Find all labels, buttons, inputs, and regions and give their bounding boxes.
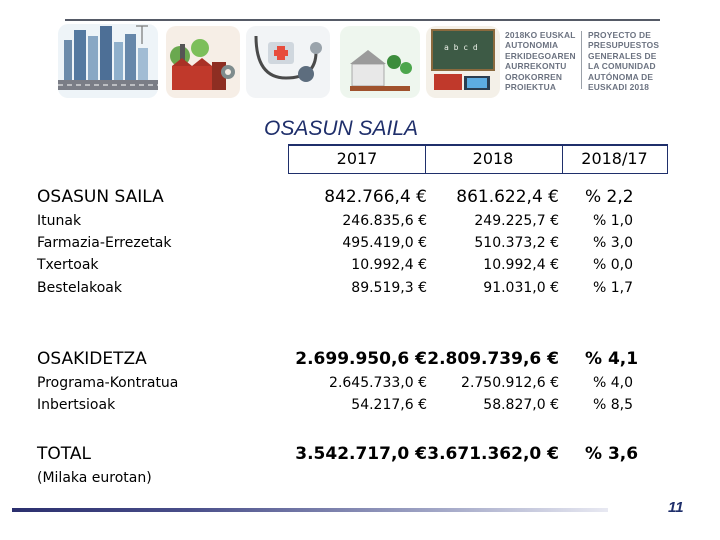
banner-line: AURREKONTU	[505, 61, 567, 72]
value-2018: 91.031,0 €	[483, 280, 559, 296]
value-2018: 861.622,4 €	[456, 187, 559, 207]
value-2018: 249.225,7 €	[474, 213, 559, 229]
value-change: % 1,0	[592, 213, 633, 229]
city-illustration	[58, 24, 158, 98]
banner-line: OROKORREN	[505, 71, 563, 82]
value-2018: 510.373,2 €	[474, 235, 559, 251]
column-header-2018: 2018	[424, 146, 563, 174]
row-label-total: TOTAL	[37, 444, 91, 464]
industry-illustration	[166, 26, 240, 98]
value-2017: 246.835,6 €	[342, 213, 427, 229]
value-2017: 2.699.950,6 €	[295, 349, 427, 369]
health-illustration	[246, 26, 330, 98]
value-2018: 10.992,4 €	[483, 257, 559, 273]
unit-note: (Milaka eurotan)	[37, 470, 152, 486]
value-change: % 3,0	[592, 235, 633, 251]
footer-bar	[12, 508, 608, 512]
row-label-osasun-saila: OSASUN SAILA	[37, 187, 164, 207]
row-label-inbertsioak: Inbertsioak	[37, 397, 116, 413]
value-2017: 89.519,3 €	[351, 280, 427, 296]
banner-text-basque	[505, 30, 576, 92]
chalkboard-illustration	[426, 26, 500, 98]
banner-line: GENERALES DE	[588, 50, 657, 61]
value-2018: 2.809.739,6 €	[427, 349, 559, 369]
column-header-2017: 2017	[288, 146, 426, 174]
page-number: 11	[668, 499, 684, 516]
banner-line: EUSKADI 2018	[588, 82, 650, 93]
banner-text-spanish	[588, 30, 659, 92]
value-change: % 4,0	[592, 375, 633, 391]
banner-line: LA COMUNIDAD	[588, 61, 656, 72]
row-label-farmazia-errezetak: Farmazia-Errezetak	[37, 235, 172, 251]
value-2017: 54.217,6 €	[351, 397, 427, 413]
banner-illustration	[50, 22, 502, 100]
banner-line: AUTÓNOMA DE	[588, 71, 654, 82]
banner-line: AUTONOMIA	[505, 40, 559, 51]
banner-line: ERKIDEGOAREN	[505, 50, 576, 61]
value-2018: 2.750.912,6 €	[461, 375, 559, 391]
page-title: OSASUN SAILA	[264, 117, 419, 140]
value-change: % 0,0	[592, 257, 633, 273]
banner-line: PROIEKTUA	[505, 82, 557, 93]
value-change: % 8,5	[592, 397, 633, 413]
chalk-text: a b c d	[444, 43, 478, 52]
value-2017: 2.645.733,0 €	[329, 375, 427, 391]
row-label-itunak: Itunak	[37, 213, 82, 229]
column-header-change: 2018/17	[562, 146, 668, 174]
banner-line: 2018KO EUSKAL	[505, 30, 576, 40]
value-2018: 58.827,0 €	[483, 397, 559, 413]
row-label-bestelakoak: Bestelakoak	[37, 280, 122, 296]
education-illustration	[340, 26, 420, 98]
banner-divider	[581, 31, 582, 89]
banner-line: PROYECTO DE	[588, 30, 652, 40]
value-2017: 3.542.717,0 €	[295, 444, 427, 464]
value-2017: 10.992,4 €	[351, 257, 427, 273]
top-rule	[65, 19, 660, 21]
value-2017: 495.419,0 €	[342, 235, 427, 251]
banner-line: PRESUPUESTOS	[588, 40, 660, 51]
value-change: % 2,2	[585, 187, 634, 207]
value-change: % 3,6	[585, 444, 639, 464]
value-change: % 1,7	[592, 280, 633, 296]
value-change: % 4,1	[585, 349, 639, 369]
value-2017: 842.766,4 €	[324, 187, 427, 207]
row-label-osakidetza: OSAKIDETZA	[37, 349, 147, 369]
row-label-txertoak: Txertoak	[37, 257, 99, 273]
value-2018: 3.671.362,0 €	[427, 444, 559, 464]
row-label-programa-kontratua: Programa-Kontratua	[37, 375, 179, 391]
